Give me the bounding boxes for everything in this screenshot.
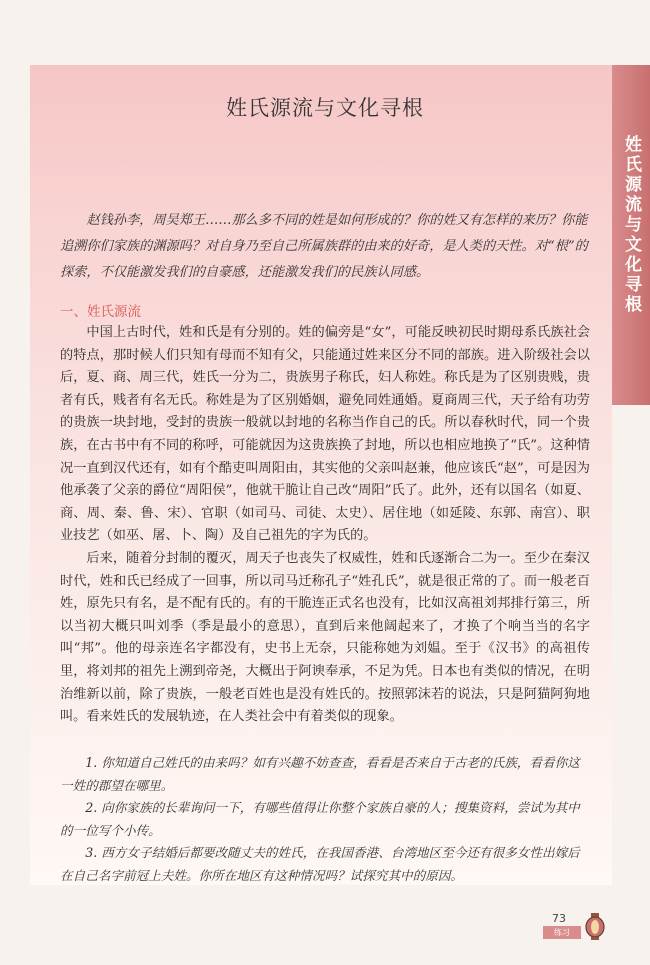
section-heading: 一、姓氏源流 xyxy=(60,304,141,320)
lantern-emblem-icon xyxy=(584,912,606,942)
exercise-item: 1. 你知道自己姓氏的由来吗？如有兴趣不妨查查，看看是否来自于古老的氏族，看看你这一姓的郡望在哪里。 xyxy=(60,755,580,793)
body-paragraph: 中国上古时代，姓和氏是有分别的。姓的偏旁是“女”，可能反映初民时期母系氏族社会的特点，那时候人们只知有母而不知有父，只能通过姓来区分不同的部族。进入阶级社会以后，夏、商、周三代，姓氏一分为二，贵族男子称氏，妇人称姓。称氏是为了区别贵贱，贵者有氏，贱者有名无氏。称姓是为了区别婚姻，避免同姓通婚。夏商周三代，天子给有功劳的贵族一块封地，受封的贵族一般就以封地的名称当作自己的氏。所以春秋时代，同一个贵族，在古书中有不同的称呼，可能就因为这贵族换了封地，所以也相应地换了“氏”。这种情况一直到汉代还有，如有个酷吏叫周阳由，其实他的父亲叫赵兼，他应该氏“赵”，可是因为他承袭了父亲的爵位“周阳侯”，他就干脆让自己改“周阳”氏了。此外，还有以国名（如夏、商、周、秦、鲁、宋）、官职（如司马、司徒、太史）、居住地（如延陵、东郭、南宫）、职业技艺（如巫、屠、卜、陶）及自己祖先的字为氏的。 xyxy=(60,325,590,544)
exercise-list xyxy=(60,752,590,887)
exercise-item: 2. 向你家族的长辈询问一下，有哪些值得让你整个家族自豪的人；搜集资料，尝试为其中的一位写个小传。 xyxy=(60,800,580,838)
page-number: 73 xyxy=(552,912,566,925)
page-tab xyxy=(543,926,581,939)
exercise-item: 3. 西方女子结婚后都要改随丈夫的姓氏，在我国香港、台湾地区至今还有很多女性出嫁后在自己名字前冠上夫姓。你所在地区有这种情况吗？试探究其中的原因。 xyxy=(60,845,580,883)
body-text xyxy=(60,322,590,729)
spine-title: 姓氏源流与文化寻根 xyxy=(621,135,641,315)
intro-paragraph: 赵钱孙李，周吴郑王……那么多不同的姓是如何形成的？你的姓又有怎样的来历？你能追溯你们家族的渊源吗？对自身乃至自己所属族群的由来的好奇，是人类的天性。对“根”的探索，不仅能激发我们的自豪感，还能激发我们的民族认同感。 xyxy=(60,213,588,280)
body-paragraph: 后来，随着分封制的覆灭，周天子也丧失了权威性，姓和氏逐渐合二为一。至少在秦汉时代，姓和氏已经成了一回事，所以司马迁称孔子“姓孔氏”，就是很正常的了。而一般老百姓，原先只有名，是不配有氏的。有的干脆连正式名也没有，比如汉高祖刘邦排行第三，所以当初大概只叫刘季（季是最小的意思），直到后来他阔起来了，才换了个响当当的名字叫“邦”。他的母亲连名字都没有，史书上无奈，只能称她为刘媪。至于《汉书》的高祖传里，将刘邦的祖先上溯到帝尧，大概出于阿谀奉承，不足为凭。日本也有类似的情况，在明治维新以前，除了贵族，一般老百姓也是没有姓氏的。按照郭沫若的说法，只是阿猫阿狗地叫。看来姓氏的发展轨迹，在人类社会中有着类似的现象。 xyxy=(60,550,590,725)
page-title: 姓氏源流与文化寻根 xyxy=(226,96,424,120)
page-tab-label: 练习 xyxy=(554,928,570,937)
